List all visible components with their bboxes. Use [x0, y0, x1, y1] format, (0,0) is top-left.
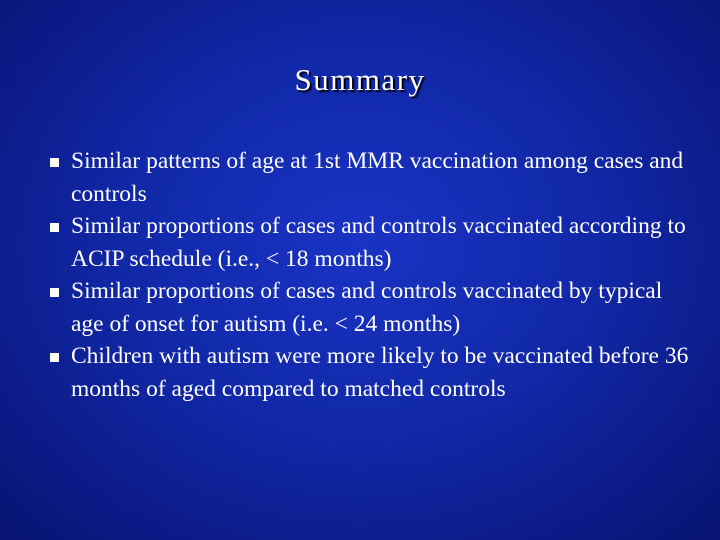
bullet-list [50, 145, 690, 405]
bullet-text: Similar proportions of cases and controls vaccinated according to ACIP schedule (i.e., < 18 months) [71, 213, 686, 272]
bullet-text: Similar proportions of cases and controls vaccinated by typical age of onset for autism (i.e. < 24 months) [71, 278, 663, 337]
bullet-item [50, 145, 690, 210]
bullet-text: Children with autism were more likely to be vaccinated before 36 months of aged compared to matched controls [71, 343, 689, 402]
square-bullet-icon [50, 223, 59, 232]
square-bullet-icon [50, 353, 59, 362]
bullet-item [50, 275, 690, 340]
bullet-item [50, 340, 690, 405]
square-bullet-icon [50, 158, 59, 167]
bullet-item [50, 210, 690, 275]
bullet-text: Similar patterns of age at 1st MMR vaccination among cases and controls [71, 148, 684, 207]
slide-title: Summary [294, 62, 426, 97]
square-bullet-icon [50, 288, 59, 297]
